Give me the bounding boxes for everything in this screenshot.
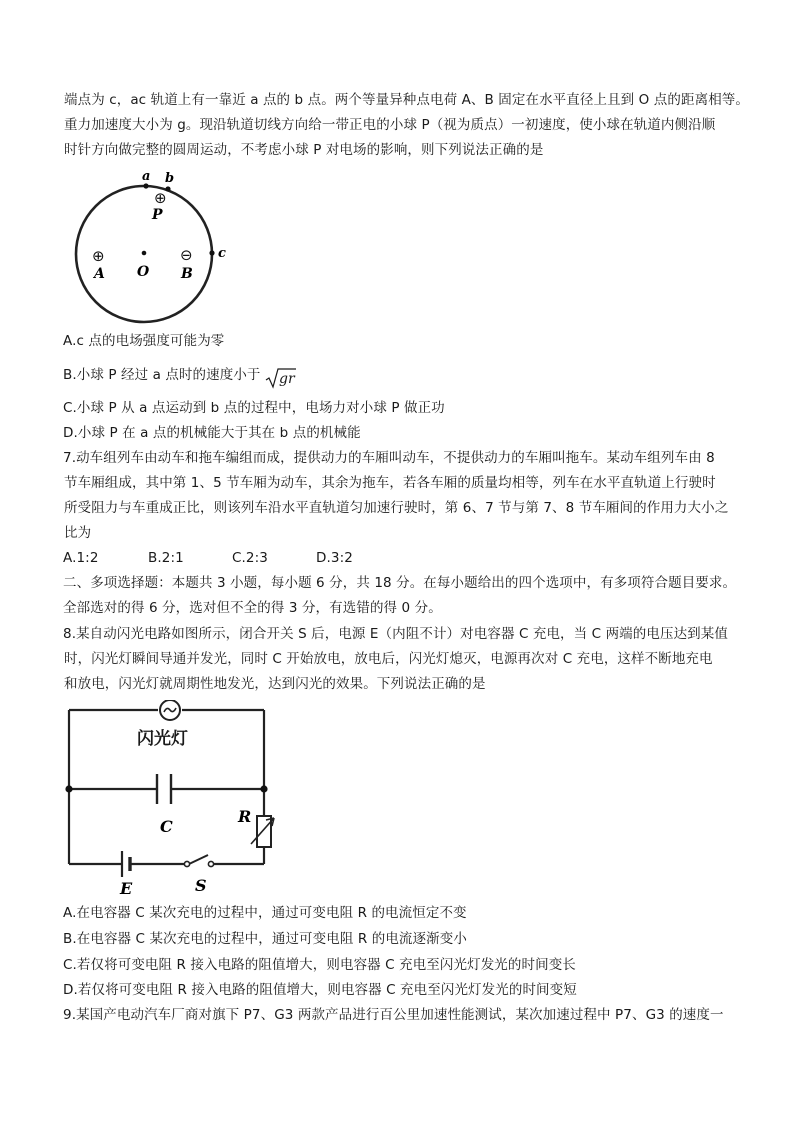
label-c: c (218, 246, 226, 261)
charge-a-plus-icon: ⊕ (92, 247, 105, 265)
q6-option-a: A.c 点的电场强度可能为零 (63, 333, 225, 349)
switch-blade (189, 855, 208, 864)
flash-lamp-label: 闪光灯 (137, 729, 188, 749)
junction-left (65, 785, 72, 792)
label-b: b (165, 171, 175, 186)
circle-track-figure (66, 166, 236, 324)
label-resistor-r: R (238, 807, 252, 826)
q8-stem-line-2: 时，闪光灯瞬间导通并发光，同时 C 开始放电，放电后，闪光灯熄灭，电源再次对 C 充电，这样不断地充电 (64, 651, 713, 667)
q9-stem-line-1: 9.某国产电动汽车厂商对旗下 P7、G3 两款产品进行百公里加速性能测试，某次加速过程中 P7、G3 的速度一 (63, 1007, 724, 1023)
q8-stem-line-3: 和放电，闪光灯就周期性地发光，达到闪光的效果。下列说法正确的是 (64, 676, 486, 692)
q6-stem-line-2: 重力加速度大小为 g。现沿轨道切线方向给一带正电的小球 P（视为质点）一初速度，使小球在轨道内侧沿顺 (64, 117, 716, 133)
label-charge-a: A (94, 266, 105, 282)
q8-stem-line-1: 8.某自动闪光电路如图所示，闭合开关 S 后，电源 E（内阻不计）对电容器 C 充电，当 C 两端的电压达到某值 (63, 626, 728, 642)
label-a: a (142, 169, 151, 184)
section-2-heading-line-2: 全部选对的得 6 分，选对但不全的得 3 分，有选错的得 0 分。 (63, 600, 442, 616)
ball-p-plus-icon: ⊕ (154, 189, 167, 207)
switch-contact-right (208, 861, 213, 866)
junction-right (260, 785, 267, 792)
q8-option-c: C.若仅将可变电阻 R 接入电路的阻值增大，则电容器 C 充电至闪光灯发光的时间变长 (63, 957, 576, 973)
sqrt-radicand: gr (278, 371, 295, 387)
q6-option-b (63, 366, 297, 389)
q6-stem-line-1: 端点为 c，ac 轨道上有一靠近 a 点的 b 点。两个等量异种点电荷 A、B 固定在水平直径上且到 O 点的距离相等。 (64, 92, 749, 108)
q8-option-b: B.在电容器 C 某次充电的过程中，通过可变电阻 R 的电流逐渐变小 (63, 931, 467, 947)
q8-option-d: D.若仅将可变电阻 R 接入电路的阻值增大，则电容器 C 充电至闪光灯发光的时间变短 (63, 982, 577, 998)
variable-resistor-icon (257, 816, 271, 847)
q7-stem-line-1: 7.动车组列车由动车和拖车编组而成，提供动力的车厢叫动车，不提供动力的车厢叫拖车。某动车组列车由 8 (63, 450, 715, 466)
q7-stem-line-4: 比为 (64, 525, 92, 541)
q6-option-b-text: B.小球 P 经过 a 点时的速度小于 (63, 367, 261, 383)
label-capacitor-c: C (160, 817, 173, 836)
q7-option-c: C.2:3 (232, 550, 268, 566)
label-charge-b: B (181, 266, 193, 282)
label-source-e: E (120, 879, 133, 896)
charge-b-minus-icon: ⊖ (180, 246, 193, 264)
switch-contact-left (184, 861, 189, 866)
point-a-dot (143, 183, 148, 188)
q8-option-a: A.在电容器 C 某次充电的过程中，通过可变电阻 R 的电流恒定不变 (63, 905, 467, 921)
sqrt-expression (265, 367, 297, 389)
q7-option-d: D.3:2 (316, 550, 353, 566)
label-switch-s: S (195, 876, 207, 895)
q7-stem-line-2: 节车厢组成，其中第 1、5 节车厢为动车，其余为拖车，若各车厢的质量均相等，列车在水平直轨道上行驶时 (64, 475, 716, 491)
q7-stem-line-3: 所受阻力与车重成正比，则该列车沿水平直轨道匀加速行驶时，第 6、7 节与第 7、8 节车厢间的作用力大小之 (64, 500, 729, 516)
section-2-heading-line-1: 二、多项选择题：本题共 3 小题，每小题 6 分，共 18 分。在每小题给出的四个选项中，有多项符合题目要求。 (63, 575, 737, 591)
center-o-dot (142, 251, 147, 256)
label-o: O (137, 264, 150, 280)
q7-option-a: A.1:2 (63, 550, 99, 566)
point-c-dot (209, 250, 214, 255)
q6-option-d: D.小球 P 在 a 点的机械能大于其在 b 点的机械能 (63, 425, 361, 441)
q7-option-b: B.2:1 (148, 550, 184, 566)
q6-stem-line-3: 时针方向做完整的圆周运动，不考虑小球 P 对电场的影响，则下列说法正确的是 (64, 142, 544, 158)
flash-circuit-figure (60, 700, 275, 896)
q6-option-c: C.小球 P 从 a 点运动到 b 点的过程中，电场力对小球 P 做正功 (63, 400, 445, 416)
label-p: P (152, 207, 163, 223)
